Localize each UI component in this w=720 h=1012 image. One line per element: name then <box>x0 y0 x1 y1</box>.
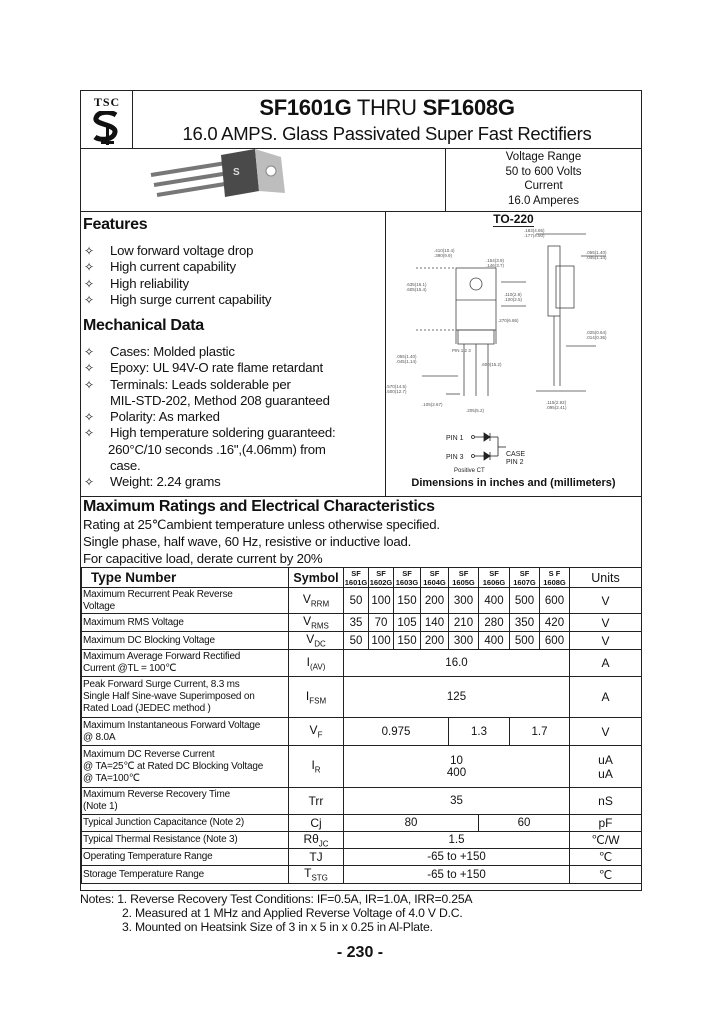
mechanical-list <box>83 344 383 491</box>
mech-text: Polarity: As marked <box>110 409 220 425</box>
value-cell: 1.3 <box>449 718 510 746</box>
table-row <box>82 650 642 677</box>
svg-text:.570(14.5): .570(14.5) <box>386 384 407 389</box>
svg-text:.390(9.9): .390(9.9) <box>434 253 453 258</box>
ratings-table <box>81 567 642 884</box>
title-cell <box>133 91 641 149</box>
svg-text:.045(1.14): .045(1.14) <box>586 255 607 260</box>
rating-condition: Single phase, half wave, 60 Hz, resistive or inductive load. <box>83 534 412 549</box>
list-item <box>83 259 383 275</box>
current-label: Current <box>524 180 563 192</box>
value-cell: 280 <box>479 614 510 632</box>
parameter-cell: Typical Junction Capacitance (Note 2) <box>82 815 289 832</box>
rating-condition: Rating at 25℃ambient temperature unless otherwise specified. <box>83 517 440 532</box>
value-cell: 140 <box>421 614 449 632</box>
symbol-cell: $T_{STG}$ <box>289 866 344 883</box>
mech-text: case. <box>110 458 141 474</box>
diamond-bullet-icon: ✧ <box>84 345 94 359</box>
units-cell: pF <box>570 815 642 832</box>
svg-text:.055(1.40): .055(1.40) <box>396 354 417 359</box>
table-row <box>82 632 642 650</box>
units-cell: V <box>570 632 642 650</box>
parameter-cell: Operating Temperature Range <box>82 849 289 866</box>
value-cell: 10 400 <box>344 746 570 788</box>
value-cell: 100 <box>369 588 394 614</box>
svg-text:.177(4.50): .177(4.50) <box>524 233 545 238</box>
table-header-row <box>82 568 642 588</box>
symbol-cell: Trr <box>289 788 344 815</box>
diamond-bullet-icon: ✧ <box>84 244 94 258</box>
ratings-heading: Maximum Ratings and Electrical Characteristics <box>83 498 435 515</box>
polarity-label: Positive CT <box>454 468 485 474</box>
svg-text:.635(16.1): .635(16.1) <box>406 282 427 287</box>
svg-text:.110(2.8): .110(2.8) <box>504 292 522 297</box>
part-header: SF 1604G <box>421 568 449 588</box>
value-cell: 1.7 <box>510 718 570 746</box>
value-cell: 300 <box>449 588 479 614</box>
part-header: SF 1603G <box>394 568 421 588</box>
svg-text:.500(12.7): .500(12.7) <box>386 389 407 394</box>
mech-text: Terminals: Leads solderable per <box>110 376 291 392</box>
list-item <box>83 243 383 259</box>
value-cell: 70 <box>369 614 394 632</box>
svg-text:.600(15.2): .600(15.2) <box>481 362 502 367</box>
svg-text:.605(15.4): .605(15.4) <box>406 287 427 292</box>
svg-text:.205(5.2): .205(5.2) <box>466 408 485 413</box>
symbol-cell: $V_{DC}$ <box>289 632 344 650</box>
symbol-cell: $R\theta_{JC}$ <box>289 832 344 849</box>
value-cell: 210 <box>449 614 479 632</box>
units-cell: A <box>570 650 642 677</box>
mech-text: High temperature soldering guaranteed: <box>110 425 336 441</box>
mechanical-heading: Mechanical Data <box>83 317 204 334</box>
part-header: SF 1602G <box>369 568 393 587</box>
voltage-range-label: Voltage Range <box>505 151 582 163</box>
mech-text: 260°C/10 seconds .16",(4.06mm) from <box>108 441 326 457</box>
parameter-cell: Maximum RMS Voltage <box>82 614 289 632</box>
mech-text: Weight: 2.24 grams <box>110 474 221 490</box>
units-cell: V <box>570 614 642 632</box>
symbol-cell: $V_F$ <box>289 718 344 746</box>
note-line: Notes: 1. Reverse Recovery Test Conditions: IF=0.5A, IR=1.0A, IRR=0.25A <box>80 892 473 906</box>
parameter-cell: Maximum Average Forward Rectified Current @TL = 100℃ <box>82 650 289 677</box>
table-row <box>82 718 642 746</box>
feature-text: Low forward voltage drop <box>110 243 254 258</box>
features-list <box>83 243 383 308</box>
feature-text: High reliability <box>110 275 189 291</box>
parameter-cell: Typical Thermal Resistance (Note 3) <box>82 832 289 849</box>
value-cell: 600 <box>540 588 570 614</box>
units-header: Units <box>570 568 642 588</box>
value-cell: 1.5 <box>344 832 570 849</box>
dimensions-note: Dimensions in inches and (millimeters) <box>411 477 616 489</box>
parameter-cell: Maximum Instantaneous Forward Voltage @ 8.0A <box>82 718 289 746</box>
value-cell: 50 <box>344 632 369 650</box>
value-cell: 350 <box>510 614 540 632</box>
pin3-label: PIN 3 <box>446 454 464 461</box>
units-cell: nS <box>570 788 642 815</box>
pin1-label: PIN 1 <box>446 435 464 442</box>
datasheet-frame <box>80 90 642 891</box>
svg-text:.146(3.7): .146(3.7) <box>486 263 505 268</box>
units-cell: ℃ <box>570 866 642 883</box>
table-row <box>82 832 642 849</box>
voltage-range-value: 50 to 600 Volts <box>505 165 582 178</box>
product-photo <box>81 149 446 212</box>
symbol-cell: $I_R$ <box>289 746 344 788</box>
feature-text: High current capability <box>110 259 236 275</box>
page-subtitle: 16.0 AMPS. Glass Passivated Super Fast Rectifiers <box>182 123 592 144</box>
svg-text:S: S <box>233 167 240 178</box>
symbol-cell: Cj <box>289 815 344 832</box>
mech-text: Cases: Molded plastic <box>110 344 235 359</box>
rating-condition: For capacitive load, derate current by 20% <box>83 551 323 566</box>
parameter-cell: Maximum Recurrent Peak Reverse Voltage <box>82 588 289 614</box>
value-cell: -65 to +150 <box>344 849 570 866</box>
ratings-table-body <box>82 588 642 884</box>
notes <box>80 892 472 934</box>
note-line: 3. Mounted on Heatsink Size of 3 in x 5 in x 0.25 in Al-Plate. <box>122 920 433 934</box>
svg-text:.410(10.4): .410(10.4) <box>434 248 455 253</box>
value-cell: 500 <box>510 632 540 650</box>
list-item <box>83 425 383 474</box>
value-cell: 16.0 <box>344 650 570 677</box>
diamond-bullet-icon: ✧ <box>84 276 94 291</box>
note-line: 2. Measured at 1 MHz and Applied Reverse Voltage of 4.0 V D.C. <box>122 906 463 920</box>
value-cell: 200 <box>421 632 449 650</box>
part-header: SF 1606G <box>479 568 510 588</box>
list-item <box>83 344 383 360</box>
diamond-bullet-icon: ✧ <box>84 426 94 441</box>
symbol-cell: $V_{RMS}$ <box>289 614 344 632</box>
table-row <box>82 788 642 815</box>
mech-text: MIL-STD-202, Method 208 guaranteed <box>110 392 330 408</box>
value-cell: 80 <box>344 815 479 832</box>
list-item <box>83 409 383 425</box>
value-cell: 400 <box>479 632 510 650</box>
part-from: SF1601G <box>259 95 352 120</box>
symbol-cell: $I_{(AV)}$ <box>289 650 344 677</box>
product-photo-cell <box>81 149 446 212</box>
tsc-logo-icon <box>92 111 122 145</box>
part-to: SF1608G <box>422 95 515 120</box>
parameter-cell: Maximum Reverse Recovery Time (Note 1) <box>82 788 289 815</box>
package-column <box>386 212 641 496</box>
value-cell: -65 to +150 <box>344 866 570 883</box>
units-cell: V <box>570 718 642 746</box>
page-number: - 230 - <box>336 944 384 961</box>
value-cell: 400 <box>479 588 510 614</box>
pin2-label: PIN 2 <box>506 459 524 466</box>
table-row <box>82 866 642 883</box>
svg-text:.154(3.9): .154(3.9) <box>486 258 505 263</box>
part-header: SF 1605G <box>449 568 479 588</box>
svg-text:.055(1.40): .055(1.40) <box>586 250 607 255</box>
list-item <box>83 474 383 490</box>
parameter-cell: Storage Temperature Range <box>82 866 289 883</box>
units-cell: ℃/W <box>570 832 642 849</box>
page-title <box>133 95 641 121</box>
table-row <box>82 815 642 832</box>
thru-word: THRU <box>356 95 417 120</box>
diamond-bullet-icon: ✧ <box>84 410 94 425</box>
value-cell: 60 <box>479 815 570 832</box>
range-cell <box>446 149 641 212</box>
svg-text:.045(1.14): .045(1.14) <box>396 359 417 364</box>
value-cell: 200 <box>421 588 449 614</box>
svg-text:.100(2.5): .100(2.5) <box>504 297 523 302</box>
table-row <box>82 588 642 614</box>
value-cell: 150 <box>394 632 421 650</box>
value-cell: 125 <box>344 677 570 718</box>
units-cell: A <box>570 677 642 718</box>
svg-text:.095(2.41): .095(2.41) <box>546 405 567 410</box>
part-header: SF 1601G <box>344 568 368 587</box>
units-cell: V <box>570 588 642 614</box>
value-cell: 500 <box>510 588 540 614</box>
symbol-cell: TJ <box>289 849 344 866</box>
part-header: S F 1608G <box>540 568 570 588</box>
table-row <box>82 849 642 866</box>
diamond-bullet-icon: ✧ <box>84 377 94 392</box>
mech-text: Epoxy: UL 94V-O rate flame retardant <box>110 360 323 376</box>
svg-text:.025(0.64): .025(0.64) <box>586 330 607 335</box>
value-cell: 420 <box>540 614 570 632</box>
svg-text:.183(4.65): .183(4.65) <box>524 228 545 233</box>
svg-text:.270(6.86): .270(6.86) <box>498 318 519 323</box>
list-item <box>83 377 383 410</box>
ratings-block <box>81 496 641 566</box>
svg-text:.105(2.67): .105(2.67) <box>422 402 443 407</box>
table-row <box>82 746 642 788</box>
symbol-cell: $I_{FSM}$ <box>289 677 344 718</box>
parameter-cell: Maximum DC Blocking Voltage <box>82 632 289 650</box>
type-number-header: Type Number <box>82 568 289 588</box>
value-cell: 0.975 <box>344 718 449 746</box>
package-name: TO-220 <box>493 212 534 226</box>
units-cell: uA uA <box>570 746 642 788</box>
list-item <box>83 292 383 308</box>
value-cell: 300 <box>449 632 479 650</box>
units-cell: ℃ <box>570 849 642 866</box>
parameter-cell: Peak Forward Surge Current, 8.3 ms Single Half Sine-wave Superimposed on Rated Load (JEDEC method ) <box>82 677 289 718</box>
diamond-bullet-icon: ✧ <box>84 260 94 275</box>
feature-text: High surge current capability <box>110 291 272 307</box>
features-column <box>81 212 386 496</box>
value-cell: 600 <box>540 632 570 650</box>
value-cell: 150 <box>394 588 421 614</box>
value-cell: 100 <box>369 632 394 650</box>
current-value: 16.0 Amperes <box>508 194 579 207</box>
part-header: SF 1607G <box>510 568 540 588</box>
svg-text:.115(2.92): .115(2.92) <box>546 400 567 405</box>
diamond-bullet-icon: ✧ <box>84 292 94 307</box>
table-row <box>82 614 642 632</box>
list-item <box>83 360 383 376</box>
package-outline-drawing <box>386 226 641 488</box>
svg-text:.014(0.36): .014(0.36) <box>586 335 607 340</box>
features-heading: Features <box>83 216 148 233</box>
case-label: CASE <box>506 451 526 458</box>
value-cell: 50 <box>344 588 369 614</box>
symbol-cell: $V_{RRM}$ <box>289 588 344 614</box>
logo-text: TSC <box>93 95 121 109</box>
value-cell: 105 <box>394 614 421 632</box>
diamond-bullet-icon: ✧ <box>84 361 94 376</box>
table-row <box>82 677 642 718</box>
list-item <box>83 276 383 292</box>
symbol-header: Symbol <box>289 568 344 588</box>
parameter-cell: Maximum DC Reverse Current @ TA=25℃ at Rated DC Blocking Voltage @ TA=100℃ <box>82 746 289 788</box>
svg-text:PIN 1 2 3: PIN 1 2 3 <box>452 348 471 353</box>
value-cell: 35 <box>344 788 570 815</box>
diamond-bullet-icon: ✧ <box>84 475 94 490</box>
logo-cell <box>81 91 133 149</box>
value-cell: 35 <box>344 614 369 632</box>
